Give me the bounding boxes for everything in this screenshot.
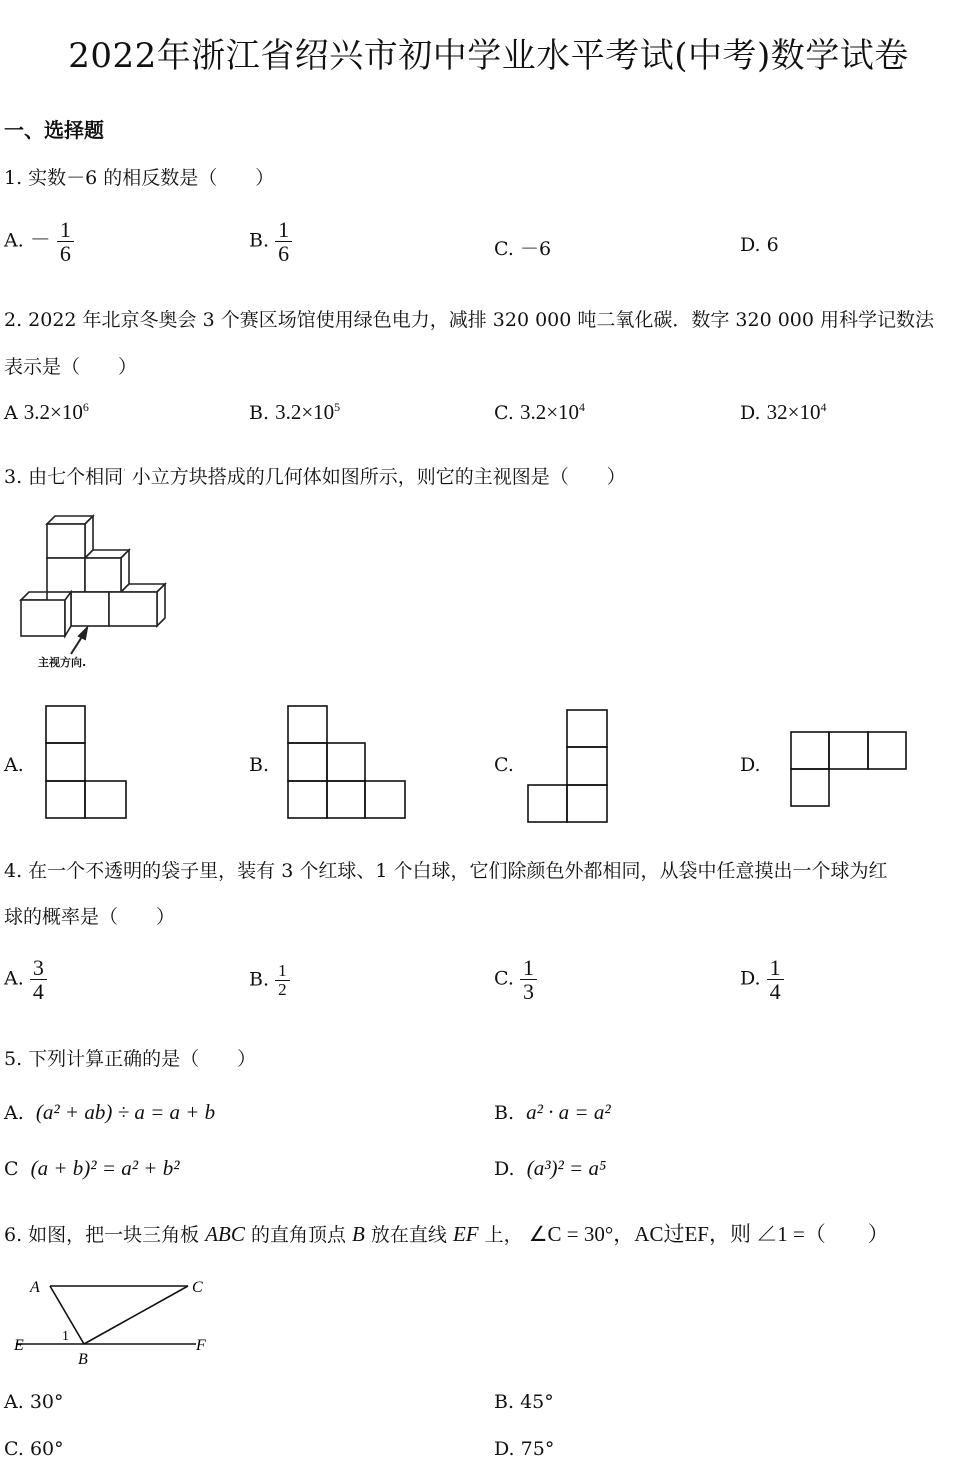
option-label: C. — [4, 1438, 24, 1460]
q4-option-b[interactable] — [249, 962, 290, 999]
q4-stem-line1: 4. 在一个不透明的袋子里，装有 3 个红球、1 个白球，它们除颜色外都相同，从袋中任意摸出一个球为红 — [4, 860, 888, 882]
q2-option-d[interactable] — [740, 400, 827, 425]
q2-option-c[interactable] — [494, 400, 585, 425]
q5-option-b[interactable] — [494, 1100, 611, 1125]
option-label: A. — [4, 967, 24, 990]
option-label: D. — [494, 1158, 515, 1180]
q2-stem-line1: 2. 2022 年北京冬奥会 3 个赛区场馆使用绿色电力，减排 320 000 吨二氧化碳．数字 320 000 用科学记数法 — [4, 309, 935, 331]
option-label: D. — [740, 234, 761, 256]
minus-sign: － — [29, 227, 51, 252]
option-label: A. — [4, 1391, 24, 1413]
angle-1-label: 1 — [62, 1329, 69, 1344]
q2-option-a[interactable] — [4, 400, 89, 425]
option-label: D. — [494, 1438, 515, 1460]
option-label: A. — [4, 229, 24, 252]
q3-option-c-label[interactable]: C. — [494, 754, 514, 776]
option-value: 60° — [29, 1438, 64, 1460]
triangle-figure — [10, 1272, 230, 1372]
q1-option-d[interactable] — [740, 234, 779, 256]
option-label: A — [4, 402, 18, 424]
option-expression: (a² + ab) ÷ a = a + b — [35, 1100, 216, 1124]
q4-option-c[interactable] — [494, 956, 537, 1003]
q3-option-d-figure[interactable] — [789, 730, 913, 810]
option-label: D. — [740, 402, 761, 424]
q3-option-b-label[interactable]: B. — [249, 754, 270, 776]
option-label: C. — [494, 238, 514, 260]
option-expression: (a³)² = a⁵ — [526, 1156, 607, 1180]
option-expression: a² · a = a² — [526, 1100, 611, 1124]
fraction: $\frac{1}{6}$ — [57, 218, 74, 265]
label-f: F — [196, 1337, 206, 1354]
option-value: 30° — [29, 1391, 64, 1413]
label-b: B — [78, 1351, 88, 1368]
option-value: $3.2\times 10^4$ — [519, 400, 586, 424]
label-a: A — [30, 1279, 40, 1296]
option-label: B. — [249, 968, 270, 991]
option-label: B. — [249, 402, 270, 424]
q6-option-b[interactable] — [494, 1391, 554, 1413]
option-value: $3.2\times 10^6$ — [23, 400, 89, 424]
option-label: C. — [494, 402, 514, 424]
q3-option-b-figure[interactable] — [286, 704, 410, 822]
fraction: $\frac{1}{3}$ — [520, 956, 537, 1003]
q6-option-d[interactable] — [494, 1438, 554, 1460]
option-value: －6 — [519, 238, 552, 260]
option-value: 45° — [520, 1391, 554, 1413]
label-c: C — [192, 1279, 203, 1296]
q5-option-a[interactable] — [4, 1100, 215, 1125]
option-label: B. — [494, 1102, 515, 1124]
q1-option-b[interactable] — [249, 218, 292, 265]
cube-figure — [15, 508, 175, 678]
fraction: $\frac{1}{4}$ — [767, 956, 784, 1003]
q5-stem: 5. 下列计算正确的是（ ） — [4, 1048, 257, 1070]
q3-option-d-label[interactable]: D. — [740, 754, 761, 776]
option-value: $32\times 10^4$ — [766, 400, 827, 424]
option-label: C — [4, 1158, 19, 1180]
option-value: 6 — [766, 234, 779, 256]
q6-stem: 6. 如图，把一块三角板 ABC 的直角顶点 B 放在直线 EF 上， ∠C = 30°，AC过EF，则 ∠1 =（ ） — [4, 1222, 889, 1246]
label-e: E — [14, 1337, 24, 1354]
q4-stem-line2: 球的概率是（ ） — [4, 906, 176, 928]
fraction: $\frac{1}{6}$ — [275, 218, 292, 265]
q2-option-b[interactable] — [249, 400, 340, 425]
exam-title: 2022年浙江省绍兴市初中学业水平考试(中考)数学试卷 — [68, 36, 909, 76]
fraction: $\frac{3}{4}$ — [30, 956, 47, 1003]
q6-option-a[interactable] — [4, 1391, 64, 1413]
q3-stem: 3. 由七个相同' 小立方块搭成的几何体如图所示，则它的主视图是（ ） — [4, 466, 626, 488]
q6-option-c[interactable] — [4, 1438, 64, 1460]
option-expression: (a + b)² = a² + b² — [30, 1156, 180, 1180]
q2-stem-line2: 表示是（ ） — [4, 356, 138, 378]
q3-option-c-figure[interactable] — [526, 708, 612, 826]
option-value: 75° — [520, 1438, 555, 1460]
option-label: D. — [740, 967, 761, 990]
q3-option-a-figure[interactable] — [44, 704, 134, 822]
section-heading: 一、选择题 — [4, 118, 104, 142]
q1-option-a[interactable] — [4, 218, 74, 265]
view-direction-caption: 主视方向. — [38, 656, 87, 669]
q4-option-d[interactable] — [740, 956, 784, 1003]
q1-option-c[interactable] — [494, 234, 551, 261]
q5-option-c[interactable] — [4, 1156, 180, 1181]
option-value: $3.2\times 10^5$ — [275, 400, 341, 424]
option-label: B. — [494, 1391, 515, 1413]
fraction: $\frac{1}{2}$ — [275, 962, 290, 999]
q1-stem: 1. 实数－6 的相反数是（ ） — [4, 167, 275, 189]
q5-option-d[interactable] — [494, 1156, 606, 1181]
q3-option-a-label[interactable]: A. — [4, 754, 24, 776]
option-label: C. — [494, 967, 514, 990]
option-label: B. — [249, 229, 270, 252]
q4-option-a[interactable] — [4, 956, 47, 1003]
option-label: A. — [4, 1102, 24, 1124]
